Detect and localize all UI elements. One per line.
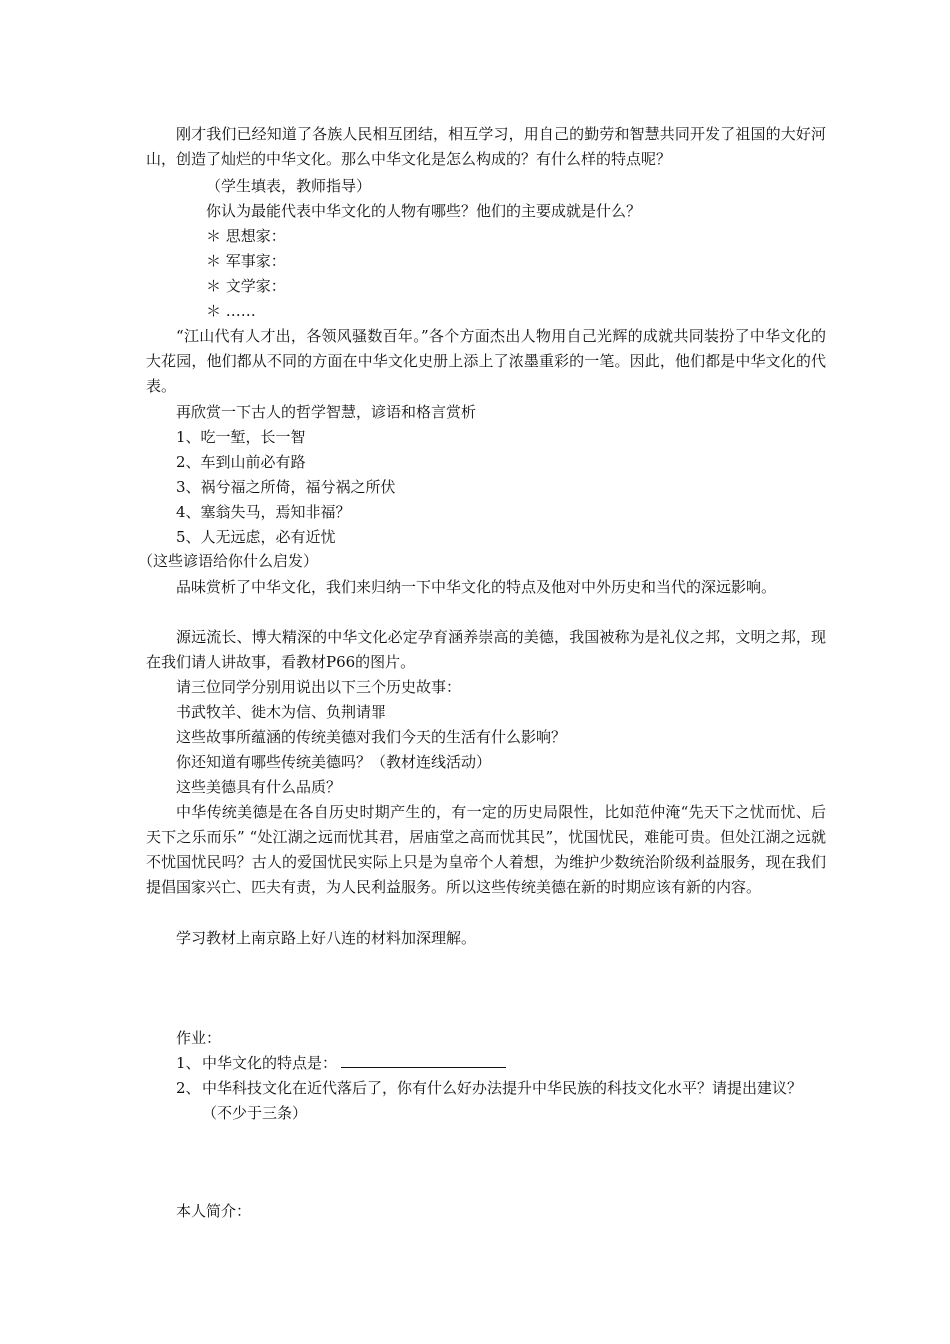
history-text: 中华传统美德是在各自历史时期产生的，有一定的历史局限性，比如范仲淹“先天下之忧而忧、后天下之乐而乐” “处江湖之远而忧其君，居庙堂之高而忧其民”，忧国忧民，难能可贵。但处江湖之远就不忧国忧民吗？古人的爱国忧民实际上只是为皇帝个人着想，为维护少数统治阶级利益服务，现在我们提倡国家兴亡、匹夫有责，为人民利益服务。所以这些传统美德在新的时期应该有新的内容。 <box>146 803 826 896</box>
homework-item-text <box>202 1051 826 1076</box>
intro-paragraph <box>146 122 826 172</box>
homework-title: 作业： <box>176 1029 222 1047</box>
virtue-text: 源远流长、博大精深的中华文化必定孕育涵养崇高的美德，我国被称为是礼仪之邦，文明之邦，现在我们请人讲故事，看教材P66的图片。 <box>146 628 826 671</box>
history-paragraph <box>146 800 826 900</box>
question-influence: 这些故事所蕴涵的传统美德对我们今天的生活有什么影响？ <box>176 728 567 746</box>
proverb-item: 2、车到山前必有路 <box>176 453 306 471</box>
homework-question-2: 中华科技文化在近代落后了，你有什么好办法提升中华民族的科技文化水平？请提出建议？（不少于三条） <box>202 1079 803 1122</box>
homework-item-2 <box>176 1076 826 1126</box>
homework-item-number: 2、 <box>176 1079 201 1097</box>
intro-text: 刚才我们已经知道了各族人民相互团结，相互学习，用自己的勤劳和智慧共同开发了祖国的大好河山，创造了灿烂的中华文化。那么中华文化是怎么构成的？有什么样的特点呢？ <box>146 125 826 168</box>
people-item-thinker: ＊ 思想家： <box>206 227 286 245</box>
study-instruction: 学习教材上南京路上好八连的材料加深理解。 <box>176 929 477 947</box>
students-instruction: 请三位同学分别用说出以下三个历史故事： <box>176 678 462 696</box>
proverb-item: 4、塞翁失马，焉知非福？ <box>176 503 351 521</box>
stories-list: 书武牧羊、徙木为信、负荆请罪 <box>176 703 387 721</box>
proverb-item: 1、吃一堑，长一智 <box>176 428 306 446</box>
quote-text: “江山代有人才出，各领风骚数百年。”各个方面杰出人物用自己光辉的成就共同装扮了中华文化的大花园，他们都从不同的方面在中华文化史册上添上了浓墨重彩的一笔。因此，他们都是中华文化的代表。 <box>146 327 826 395</box>
people-item-writer: ＊ 文学家： <box>206 277 286 295</box>
proverbs-note: （这些谚语给你什么启发） <box>138 552 319 570</box>
homework-item-1 <box>176 1051 826 1076</box>
summary-paragraph <box>146 575 826 600</box>
homework-question-1: 中华文化的特点是： <box>202 1054 338 1072</box>
people-item-etc: ＊ …… <box>206 302 256 320</box>
quote-paragraph <box>146 324 826 399</box>
proverb-item: 3、祸兮福之所倚，福兮祸之所伏 <box>176 478 396 496</box>
people-item-strategist: ＊ 军事家： <box>206 252 286 270</box>
proverb-item: 5、人无远虑，必有近忧 <box>176 528 336 546</box>
virtue-paragraph <box>146 625 826 675</box>
bio-title: 本人简介： <box>176 1202 252 1220</box>
question-qualities: 这些美德具有什么品质？ <box>176 778 342 796</box>
question-other-virtues: 你还知道有哪些传统美德吗？（教材连线活动） <box>176 753 492 771</box>
answer-blank <box>341 1051 506 1068</box>
proverbs-intro: 再欣赏一下古人的哲学智慧，谚语和格言赏析 <box>176 403 477 421</box>
summary-text: 品味赏析了中华文化，我们来归纳一下中华文化的特点及他对中外历史和当代的深远影响。 <box>176 578 777 596</box>
people-question: 你认为最能代表中华文化的人物有哪些？他们的主要成就是什么？ <box>206 202 642 220</box>
homework-item-number: 1、 <box>176 1054 201 1072</box>
fill-table-note: （学生填表，教师指导） <box>206 177 372 195</box>
